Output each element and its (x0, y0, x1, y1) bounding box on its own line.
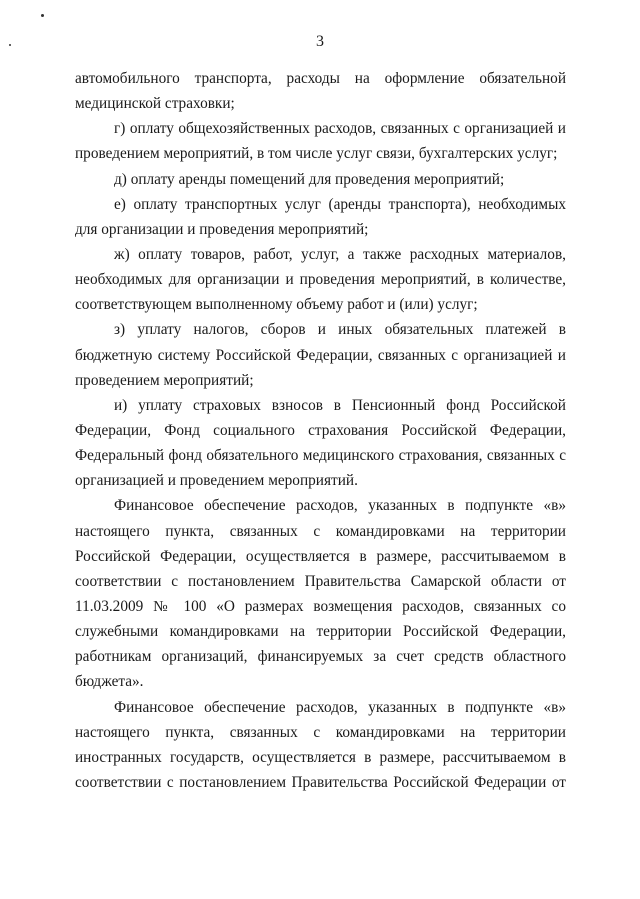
text-line: для организации и проведения мероприятий; (75, 220, 369, 238)
text-line: Финансовое обеспечение расходов, указанных в подпункте «в» (114, 497, 566, 515)
text-line: Финансовое обеспечение расходов, указанных в подпункте «в» (114, 698, 566, 716)
text-line: ж) оплату товаров, работ, услуг, а также расходных материалов, (114, 245, 566, 263)
text-line: Российской Федерации, осуществляется в размере, рассчитываемом в (75, 547, 566, 565)
text-line: иностранных государств, осуществляется в размере, рассчитываемом в (75, 748, 566, 766)
text-line: Федеральный фонд обязательного медицинского страхования, связанных с (75, 447, 566, 465)
text-line: соответствующем выполненному объему работ и (или) услуг; (75, 296, 478, 314)
text-line: медицинской страховки; (75, 95, 235, 113)
text-line: д) оплату аренды помещений для проведения мероприятий; (114, 170, 505, 188)
text-line: г) оплату общехозяйственных расходов, связанных с организацией и (114, 120, 566, 138)
document-body (75, 66, 566, 795)
text-line: бюджетную систему Российской Федерации, связанных с организацией и (75, 346, 566, 364)
text-line: проведением мероприятий; (75, 371, 254, 389)
text-line: настоящего пункта, связанных с командировками на территории (75, 522, 566, 540)
text-line: 11.03.2009 № 100 «О размерах возмещения расходов, связанных со (75, 597, 566, 615)
text-line: Федерации, Фонд социального страхования Российской Федерации, (75, 421, 566, 439)
text-line: е) оплату транспортных услуг (аренды транспорта), необходимых (114, 195, 566, 213)
page-number: 3 (316, 33, 324, 50)
text-line: соответствии с постановлением Правительства Российской Федерации от (75, 773, 566, 791)
text-line: настоящего пункта, связанных с командировками на территории (75, 723, 566, 741)
text-line: организацией и проведением мероприятий. (75, 472, 358, 490)
text-line: з) уплату налогов, сборов и иных обязательных платежей в (114, 321, 566, 339)
text-line: бюджета». (75, 673, 144, 691)
scan-speck (41, 14, 44, 17)
text-line: и) уплату страховых взносов в Пенсионный фонд Российской (114, 396, 566, 414)
text-line: необходимых для организации и проведения мероприятий, в количестве, (75, 271, 566, 289)
text-line: работникам организаций, финансируемых за счет средств областного (75, 648, 566, 666)
text-line: служебными командировками на территории Российской Федерации, (75, 623, 566, 641)
text-line: автомобильного транспорта, расходы на оформление обязательной (75, 70, 566, 87)
text-line: соответствии с постановлением Правительства Самарской области от (75, 572, 566, 590)
text-line: проведением мероприятий, в том числе услуг связи, бухгалтерских услуг; (75, 145, 558, 163)
